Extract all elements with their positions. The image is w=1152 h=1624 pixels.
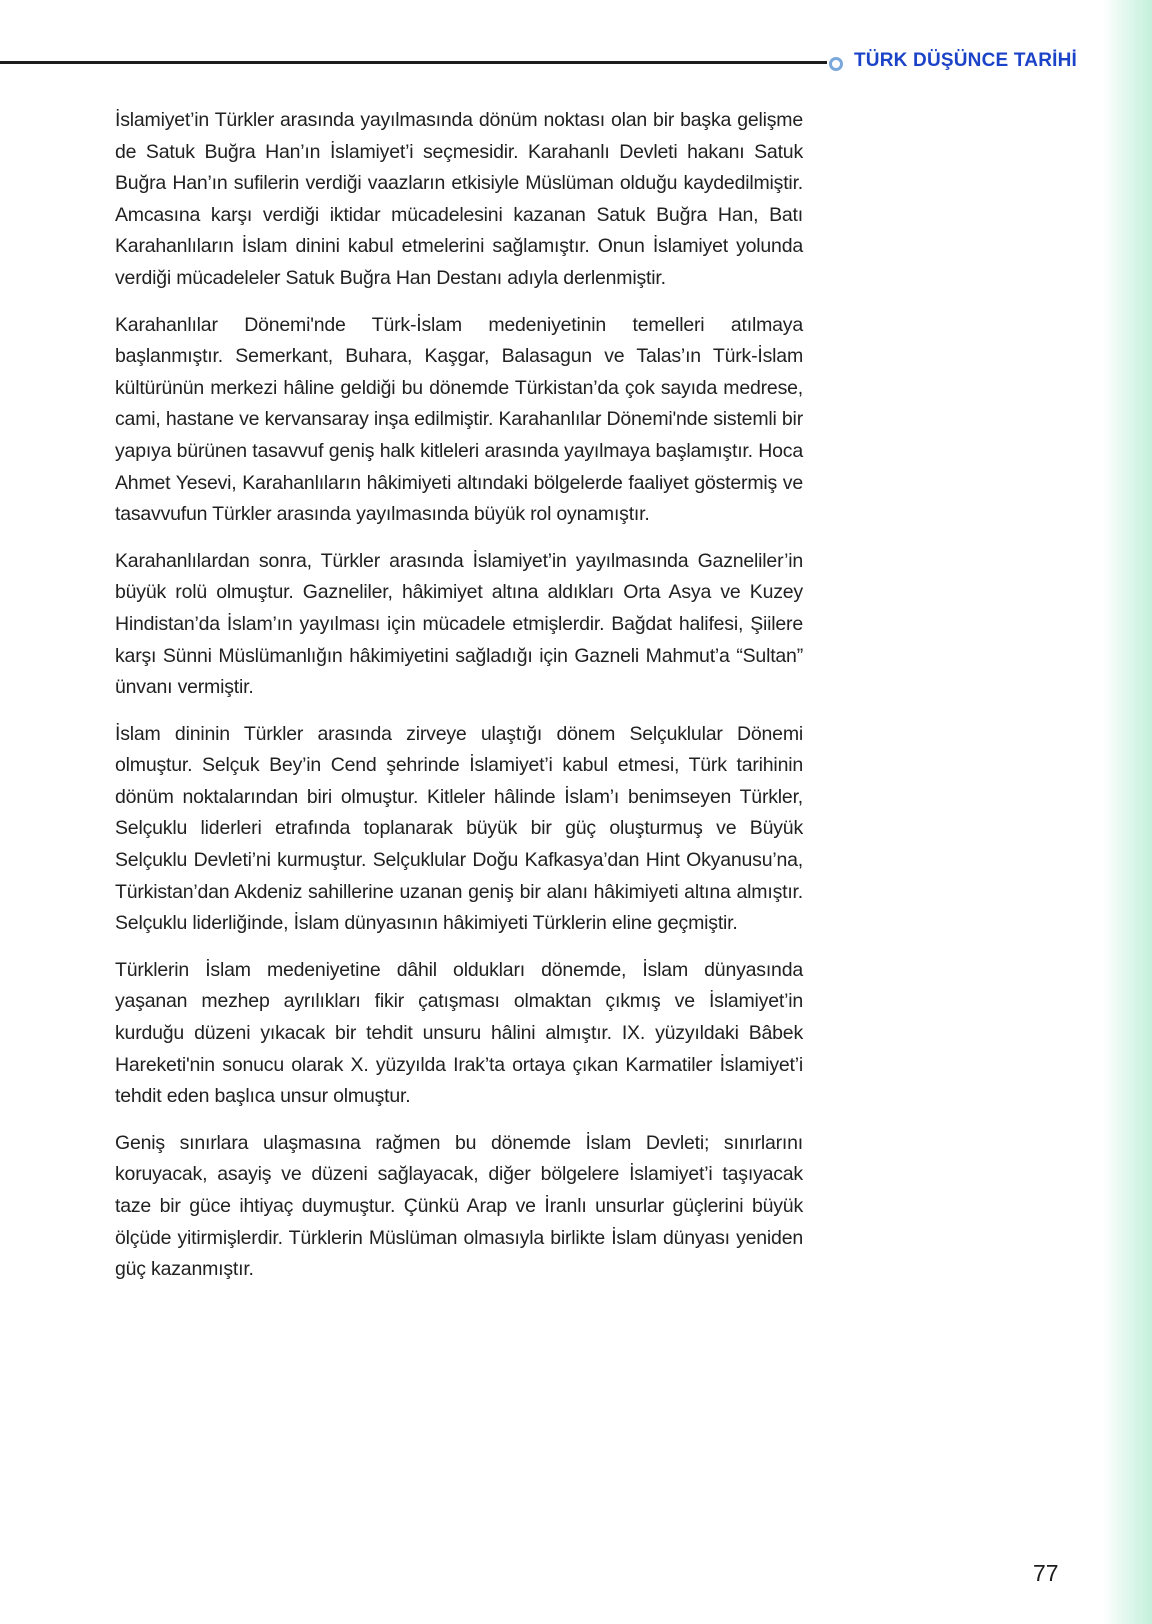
paragraph-4: İslam dininin Türkler arasında zirveye ulaştığı dönem Selçuklular Dönemi olmuştur. Selçuk Bey’in Cend şehrinde İslamiyet’i kabul etmesi, Türk tarihinin dönüm noktalarından biri olmuştur. Kitleler hâlinde İslam’ı benimseyen Türkler, Selçuklu liderleri etrafında toplanarak büyük bir güç oluşturmuş ve Büyük Selçuklu Devleti’ni kurmuştur. Selçuklular Doğu Kafkasya’dan Hint Okyanusu’na, Türkistan’dan Akdeniz sahillerine uzanan geniş bir alanı hâkimiyeti altına almıştır. Selçuklu liderliğinde, İslam dünyasının hâkimiyeti Türklerin eline geçmiştir. xyxy=(115,722,803,935)
header-bullet-circle-icon xyxy=(829,57,843,71)
paragraph-3: Karahanlılardan sonra, Türkler arasında İslamiyet’in yayılmasında Gazneliler’in büyük rolü olmuştur. Gazneliler, hâkimiyet altına aldıkları Orta Asya ve Kuzey Hindistan’da İslam’ın yayılması için mücadele etmişlerdir. Bağdat halifesi, Şiilere karşı Sünni Müslümanlığın hâkimiyetini sağladığı için Gazneli Mahmut’a “Sultan” ünvanı vermiştir. xyxy=(115,549,803,699)
paragraph-5: Türklerin İslam medeniyetine dâhil oldukları dönemde, İslam dünyasında yaşanan mezhep ayrılıkları fikir çatışması olmaktan çıkmış ve İslamiyet’in kurduğu düzeni yıkacak bir tehdit unsuru hâlini almıştır. IX. yüzyıldaki Bâbek Hareketi'nin sonucu olarak X. yüzyılda Irak’ta ortaya çıkan Karmatiler İslamiyet’i tehdit eden başlıca unsur olmuştur. xyxy=(115,958,803,1108)
header-rule-line xyxy=(0,61,827,64)
page-edge-gradient xyxy=(1102,0,1152,1624)
page-number: 77 xyxy=(1033,1560,1059,1586)
paragraph-2: Karahanlılar Dönemi'nde Türk-İslam medeniyetinin temelleri atılmaya başlanmıştır. Semerkant, Buhara, Kaşgar, Balasagun ve Talas’ın Türk-İslam kültürünün merkezi hâline geldiği bu dönemde Türkistan’da çok sayıda medrese, cami, hastane ve kervansaray inşa edilmiştir. Karahanlılar Dönemi'nde sistemli bir yapıya bürünen tasavvuf geniş halk kitleleri arasında yayılmaya başlamıştır. Hoca Ahmet Yesevi, Karahanlıların hâkimiyeti altındaki bölgelerde faaliyet göstermiş ve tasavvufun Türkler arasında yayılmasında büyük rol oynamıştır. xyxy=(115,313,803,526)
page-body xyxy=(115,105,803,1301)
paragraph-1: İslamiyet’in Türkler arasında yayılmasında dönüm noktası olan bir başka gelişme de Satuk Buğra Han’ın İslamiyet’i seçmesidir. Karahanlı Devleti hakanı Satuk Buğra Han’ın sufilerin verdiği vaazların etkisiyle Müslüman olduğu kaydedilmiştir. Amcasına karşı verdiği iktidar mücadelesini kazanan Satuk Buğra Han, Batı Karahanlıların İslam dinini kabul etmelerini sağlamıştır. Onun İslamiyet yolunda verdiği mücadeleler Satuk Buğra Han Destanı adıyla derlenmiştir. xyxy=(115,109,803,289)
page-title: TÜRK DÜŞÜNCE TARİHİ xyxy=(854,50,1077,71)
paragraph-6: Geniş sınırlara ulaşmasına rağmen bu dönemde İslam Devleti; sınırlarını koruyacak, asayiş ve düzeni sağlayacak, diğer bölgelere İslamiyet’i taşıyacak taze bir güce ihtiyaç duymuştur. Çünkü Arap ve İranlı unsurlar güçlerini büyük ölçüde yitirmişlerdir. Türklerin Müslüman olmasıyla birlikte İslam dünyası yeniden güç kazanmıştır. xyxy=(115,1131,803,1281)
